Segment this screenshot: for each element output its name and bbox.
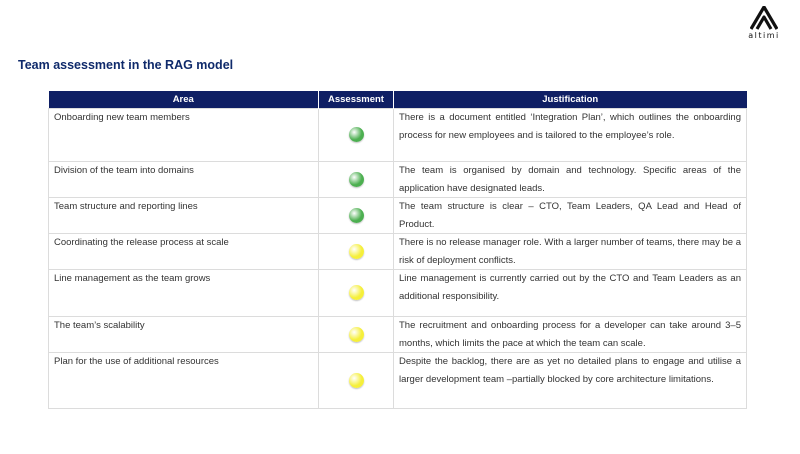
altimi-logo-icon xyxy=(750,6,778,30)
table-row xyxy=(49,234,747,270)
status-dot-icon xyxy=(349,208,364,223)
assessment-cell xyxy=(319,198,394,234)
area-cell: Team structure and reporting lines xyxy=(49,198,319,234)
header-assessment: Assessment xyxy=(319,91,394,109)
area-cell: The team’s scalability xyxy=(49,317,319,353)
assessment-cell xyxy=(319,270,394,317)
area-cell: Coordinating the release process at scale xyxy=(49,234,319,270)
altimi-logo xyxy=(746,6,782,40)
assessment-cell xyxy=(319,234,394,270)
justification-cell: There is no release manager role. With a larger number of teams, there may be a risk of deployment conflicts. xyxy=(394,234,747,270)
table-row xyxy=(49,270,747,317)
table-header-row xyxy=(49,91,747,109)
justification-cell: Despite the backlog, there are as yet no detailed plans to engage and utilise a larger development team –partially blocked by core architecture limitations. xyxy=(394,353,747,409)
status-dot-icon xyxy=(349,373,364,388)
assessment-cell xyxy=(319,109,394,162)
table-row xyxy=(49,198,747,234)
rag-assessment-table xyxy=(48,91,747,409)
area-cell: Plan for the use of additional resources xyxy=(49,353,319,409)
header-area: Area xyxy=(49,91,319,109)
table-row xyxy=(49,317,747,353)
table-row xyxy=(49,109,747,162)
justification-cell: There is a document entitled ‘Integration Plan’, which outlines the onboarding process for new employees and is tailored to the employee’s role. xyxy=(394,109,747,162)
status-dot-icon xyxy=(349,327,364,342)
assessment-cell xyxy=(319,317,394,353)
area-cell: Line management as the team grows xyxy=(49,270,319,317)
justification-cell: The team structure is clear – CTO, Team Leaders, QA Lead and Head of Product. xyxy=(394,198,747,234)
logo-text: altimi xyxy=(748,31,780,40)
area-cell: Division of the team into domains xyxy=(49,162,319,198)
area-cell: Onboarding new team members xyxy=(49,109,319,162)
page-title: Team assessment in the RAG model xyxy=(18,58,234,72)
header-justification: Justification xyxy=(394,91,747,109)
status-dot-icon xyxy=(349,285,364,300)
justification-cell: The team is organised by domain and technology. Specific areas of the application have designated leads. xyxy=(394,162,747,198)
justification-cell: Line management is currently carried out by the CTO and Team Leaders as an additional responsibility. xyxy=(394,270,747,317)
assessment-cell xyxy=(319,162,394,198)
status-dot-icon xyxy=(349,244,364,259)
table-row xyxy=(49,353,747,409)
assessment-cell xyxy=(319,353,394,409)
justification-cell: The recruitment and onboarding process for a developer can take around 3–5 months, which limits the pace at which the team can scale. xyxy=(394,317,747,353)
status-dot-icon xyxy=(349,127,364,142)
status-dot-icon xyxy=(349,172,364,187)
table-row xyxy=(49,162,747,198)
